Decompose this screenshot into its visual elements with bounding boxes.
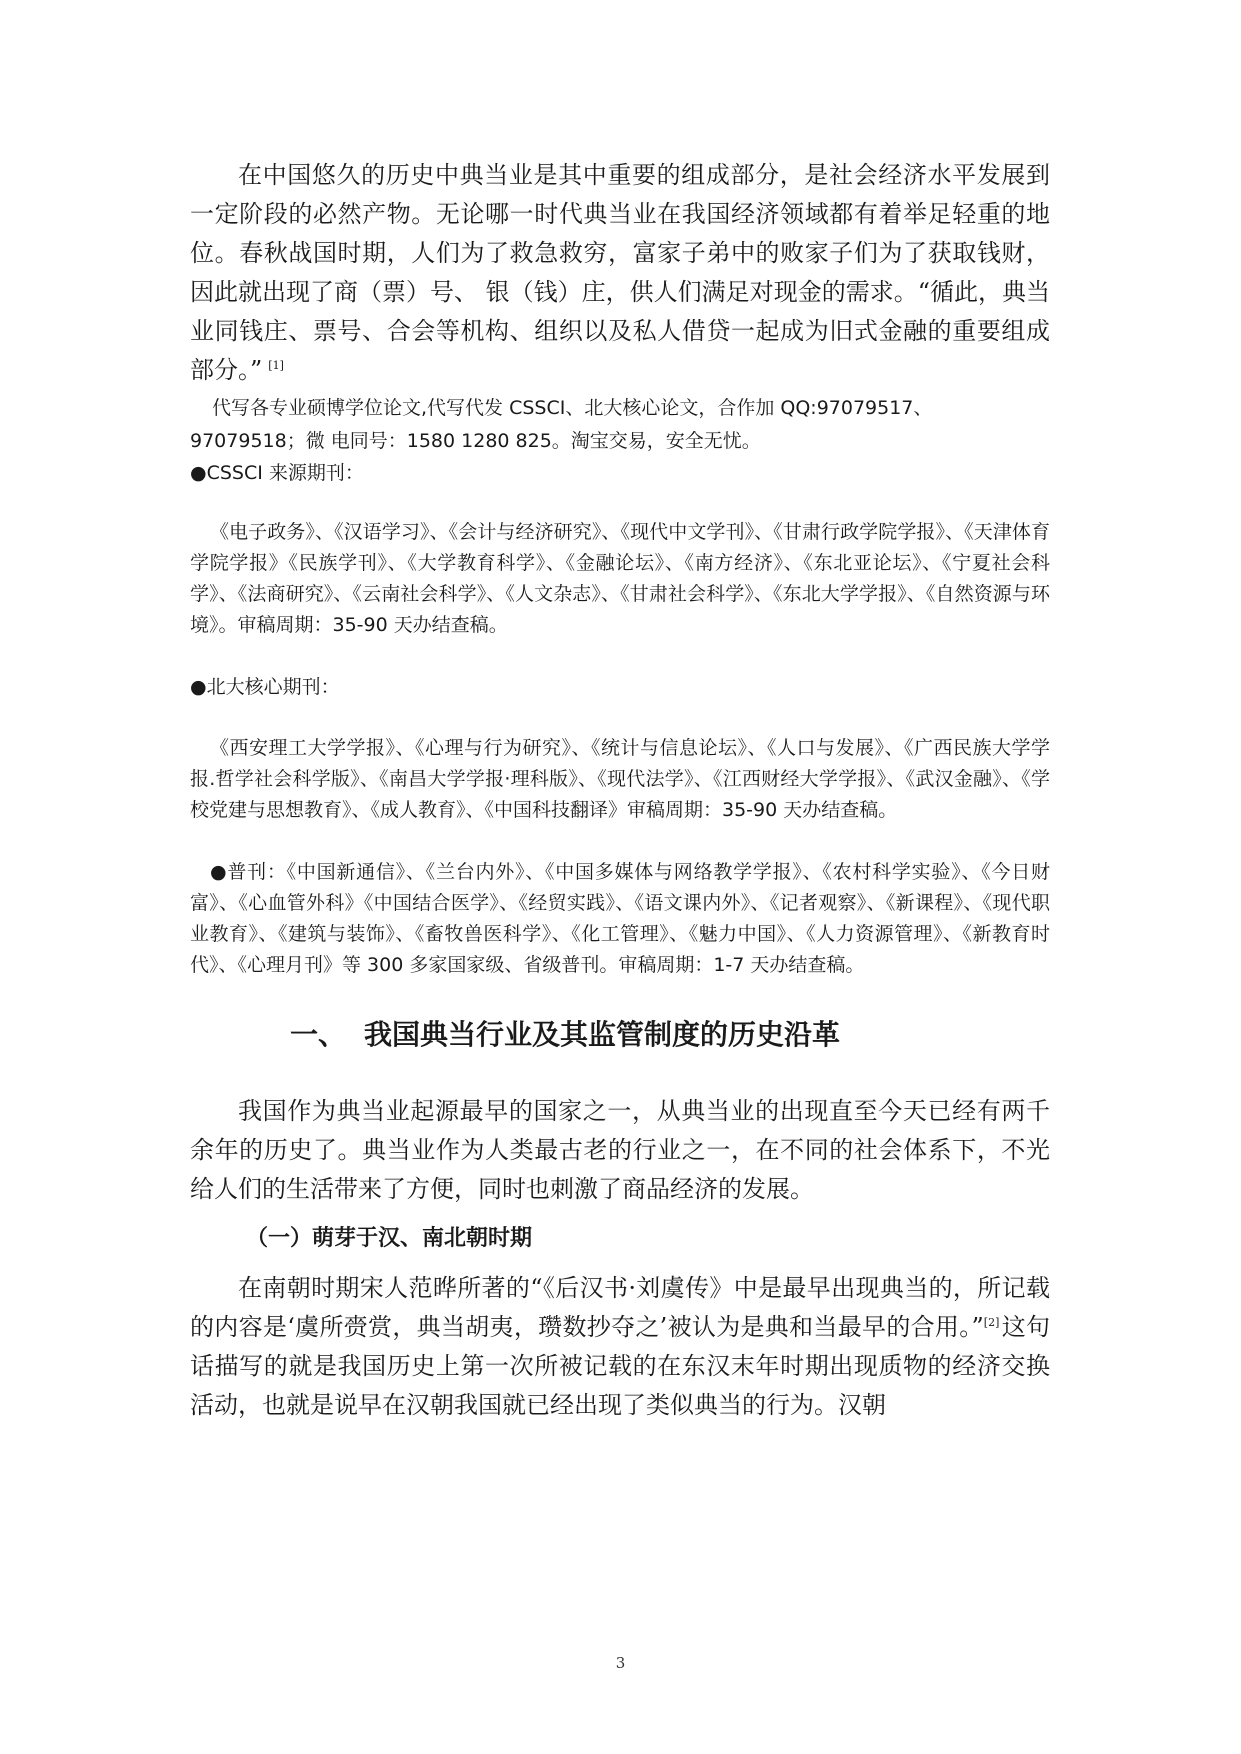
footnote-ref-2: [2] — [983, 1316, 1000, 1329]
page-content — [190, 156, 1050, 1425]
section-number: 一、 — [290, 1018, 347, 1051]
section-heading — [190, 1015, 1050, 1055]
subsection-paragraph-text-2: 这句话描写的就是我国历史上第一次所被记载的在东汉末年时期出现质物的经济交换活动，也就是说早在汉朝我国就已经出现了类似典当的行为。汉朝 — [190, 1313, 1050, 1419]
footnote-ref-1: [1] — [268, 359, 284, 372]
intro-paragraph — [190, 156, 1050, 390]
pku-heading: ●北大核心期刊： — [190, 676, 340, 698]
subsection-paragraph — [190, 1269, 1050, 1425]
section-title: 我国典当行业及其监管制度的历史沿革 — [364, 1018, 841, 1051]
cssci-heading: ●CSSCI 来源期刊： — [190, 462, 364, 484]
pku-journal-list: 《西安理工大学学报》、《心理与行为研究》、《统计与信息论坛》、《人口与发展》、《广西民族大学学报.哲学社会科学版》、《南昌大学学报·理科版》、《现代法学》、《江西财经大学学报》、《武汉金融》、《学校党建与思想教育》、《成人教育》、《中国科技翻译》审稿周期：35-90 天办结查稿。 — [190, 737, 1050, 821]
cssci-journal-list: 《电子政务》、《汉语学习》、《会计与经济研究》、《现代中文学刊》、《甘肃行政学院学报》、《天津体育学院学报》《民族学刊》、《大学教育科学》、《金融论坛》、《南方经济》、《东北亚论坛》、《宁夏社会科学》、《法商研究》、《云南社会科学》、《人文杂志》、《甘肃社会科学》、《东北大学学报》、《自然资源与环境》。审稿周期：35-90 天办结查稿。 — [190, 521, 1050, 636]
page-number: 3 — [615, 1654, 626, 1672]
subsection-paragraph-text-1: 在南朝时期宋人范晔所著的“《后汉书·刘虞传》中是最早出现典当的，所记载的内容是‘虞所赍赏，典当胡夷，瓒数抄夺之’被认为是典和当最早的合用。” — [190, 1274, 1050, 1341]
general-journal-list: ●普刊：《中国新通信》、《兰台内外》、《中国多媒体与网络教学学报》、《农村科学实验》、《今日财富》、《心血管外科》《中国结合医学》、《经贸实践》、《语文课内外》、《记者观察》、《新课程》、《现代职业教育》、《建筑与装饰》、《畜牧兽医科学》、《化工管理》、《魅力中国》、《人力资源管理》、《新教育时代》、《心理月刊》等 300 多家国家级、省级普刊。审稿周期：1-7 天办结查稿。 — [190, 861, 1050, 976]
section-paragraph: 我国作为典当业起源最早的国家之一，从典当业的出现直至今天已经有两千余年的历史了。典当业作为人类最古老的行业之一，在不同的社会体系下，不光给人们的生活带来了方便，同时也刺激了商品经济的发展。 — [190, 1097, 1050, 1203]
subsection-heading: （一）萌芽于汉、南北朝时期 — [246, 1226, 533, 1251]
ad-line-2: 97079518；微 电同号：1580 1280 825。淘宝交易，安全无忧。 — [190, 430, 761, 452]
ad-line-1: 代写各专业硕博学位论文,代写代发 CSSCI、北大核心论文，合作加 QQ:97079517、 — [212, 397, 933, 419]
intro-paragraph-text: 在中国悠久的历史中典当业是其中重要的组成部分，是社会经济水平发展到一定阶段的必然产物。无论哪一时代典当业在我国经济领域都有着举足轻重的地位。春秋战国时期，人们为了救急救穷，富家子弟中的败家子们为了获取钱财，因此就出现了商（票）号、 银（钱）庄，供人们满足对现金的需求。“循此，典当业同钱庄、票号、合会等机构、组织以及私人借贷一起成为旧式金融的重要组成部分。” — [190, 161, 1050, 384]
